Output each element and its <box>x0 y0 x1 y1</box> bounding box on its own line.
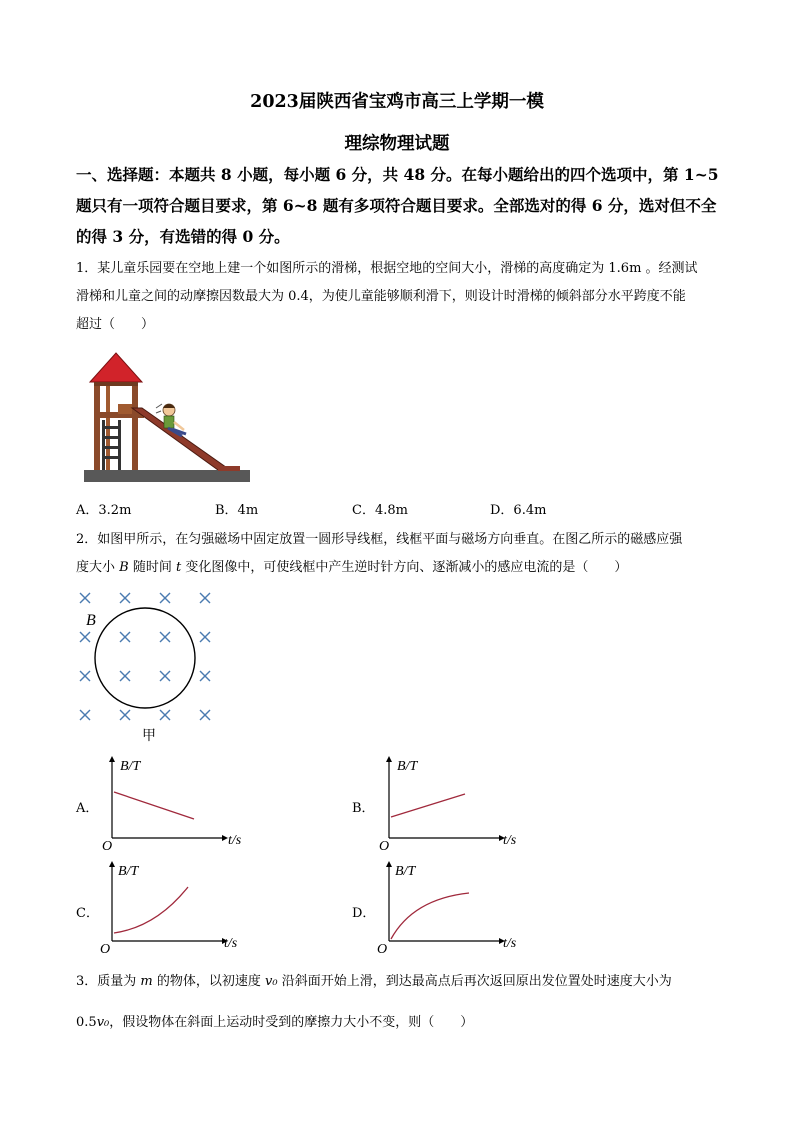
slide-ramp <box>132 408 230 470</box>
field-cross-mark <box>80 671 90 681</box>
graph-curve <box>391 893 469 939</box>
field-cross-mark <box>80 593 90 603</box>
graph-c-label: C． <box>76 906 99 921</box>
var-t: t <box>175 560 182 575</box>
figure-caption: 甲 <box>142 729 156 744</box>
graph-b-label: B． <box>352 801 375 816</box>
question-line: 超过（ ） <box>76 317 155 332</box>
question-1-text <box>76 255 726 339</box>
y-axis-label: B/T <box>397 759 418 774</box>
section-heading <box>76 159 726 252</box>
var-v0: v₀ <box>96 1015 110 1030</box>
tower-post <box>132 382 138 470</box>
field-cross-mark <box>120 710 130 720</box>
question-3-line-1: 3．质量为 m 的物体，以初速度 v₀ 沿斜面开始上滑，到达最高点后再次返回原出发位置处时速度大小为 <box>76 974 672 989</box>
question-3-line-2: 0.5v₀，假设物体在斜面上运动时受到的摩擦力大小不变，则（ ） <box>76 1015 474 1030</box>
ladder <box>102 420 121 470</box>
y-axis-label: B/T <box>120 759 141 774</box>
y-axis-label: B/T <box>118 864 139 879</box>
x-axis-label: t/s <box>228 833 242 848</box>
field-cross-mark <box>200 593 210 603</box>
section-heading-line: 的得 3 分，有选错的得 0 分。 <box>76 227 290 246</box>
question-line: 1．某儿童乐园要在空地上建一个如图所示的滑梯，根据空地的空间大小，滑梯的高度确定为 1.6m 。经测试 <box>76 261 698 276</box>
field-cross-mark <box>160 710 170 720</box>
field-cross-mark <box>200 632 210 642</box>
field-crosses <box>80 593 210 720</box>
field-cross-mark <box>120 671 130 681</box>
origin-label: O <box>100 942 111 957</box>
graph-c <box>96 857 256 957</box>
option-c: C．4.8m <box>352 503 408 518</box>
field-cross-mark <box>200 710 210 720</box>
var-m: m <box>140 974 153 989</box>
magnetic-field-figure <box>72 585 222 745</box>
origin-label: O <box>377 942 388 957</box>
x-axis-label: t/s <box>503 833 517 848</box>
field-cross-mark <box>80 710 90 720</box>
field-cross-mark <box>80 632 90 642</box>
y-axis-label: B/T <box>395 864 416 879</box>
field-cross-mark <box>160 671 170 681</box>
tower-post <box>94 382 100 470</box>
x-axis-label: t/s <box>224 936 238 951</box>
origin-label: O <box>102 839 113 852</box>
loop-circle <box>95 608 195 708</box>
graph-a-label: A． <box>76 801 99 816</box>
question-line: 滑梯和儿童之间的动摩擦因数最大为 0.4，为使儿童能够顺利滑下，则设计时滑梯的倾斜部分水平跨度不能 <box>76 289 686 304</box>
graph-curve <box>114 792 194 819</box>
origin-label: O <box>379 839 390 852</box>
graph-curve <box>391 794 465 817</box>
question-2-text <box>76 526 726 582</box>
option-d: D．6.4m <box>490 503 547 518</box>
x-axis-label: t/s <box>503 936 517 951</box>
field-cross-mark <box>200 671 210 681</box>
section-heading-line: 一、选择题：本题共 8 小题，每小题 6 分，共 48 分。在每小题给出的四个选项中，第 1~5 <box>76 165 719 184</box>
option-a: A．3.2m <box>76 503 132 518</box>
field-cross-mark <box>160 593 170 603</box>
var-v0: v₀ <box>265 974 278 989</box>
question-line: 度大小 B 随时间 t 变化图像中，可使线框中产生逆时针方向、逐渐减小的感应电流的是（ ） <box>76 560 628 575</box>
var-b: B <box>119 560 129 575</box>
graph-curve <box>114 887 188 933</box>
option-b: B．4m <box>215 503 259 518</box>
graph-d <box>373 857 533 957</box>
question-line: 2．如图甲所示，在匀强磁场中固定放置一圆形导线框，线框平面与磁场方向垂直。在图乙所示的磁感应强 <box>76 532 683 547</box>
field-cross-mark <box>120 593 130 603</box>
graph-d-label: D． <box>352 906 376 921</box>
field-cross-mark <box>120 632 130 642</box>
graph-a <box>96 752 256 852</box>
slide-illustration <box>80 350 255 485</box>
field-label: B <box>86 612 96 629</box>
page-subtitle: 理综物理试题 <box>344 134 450 154</box>
roof-shape <box>90 353 142 382</box>
section-heading-line: 题只有一项符合题目要求，第 6~8 题有多项符合题目要求。全部选对的得 6 分，选对但不全 <box>76 196 717 215</box>
field-cross-mark <box>160 632 170 642</box>
graph-b <box>373 752 533 852</box>
ground <box>84 470 250 482</box>
page-title: 2023届陕西省宝鸡市高三上学期一模 <box>250 92 544 112</box>
child-figure <box>156 404 186 436</box>
